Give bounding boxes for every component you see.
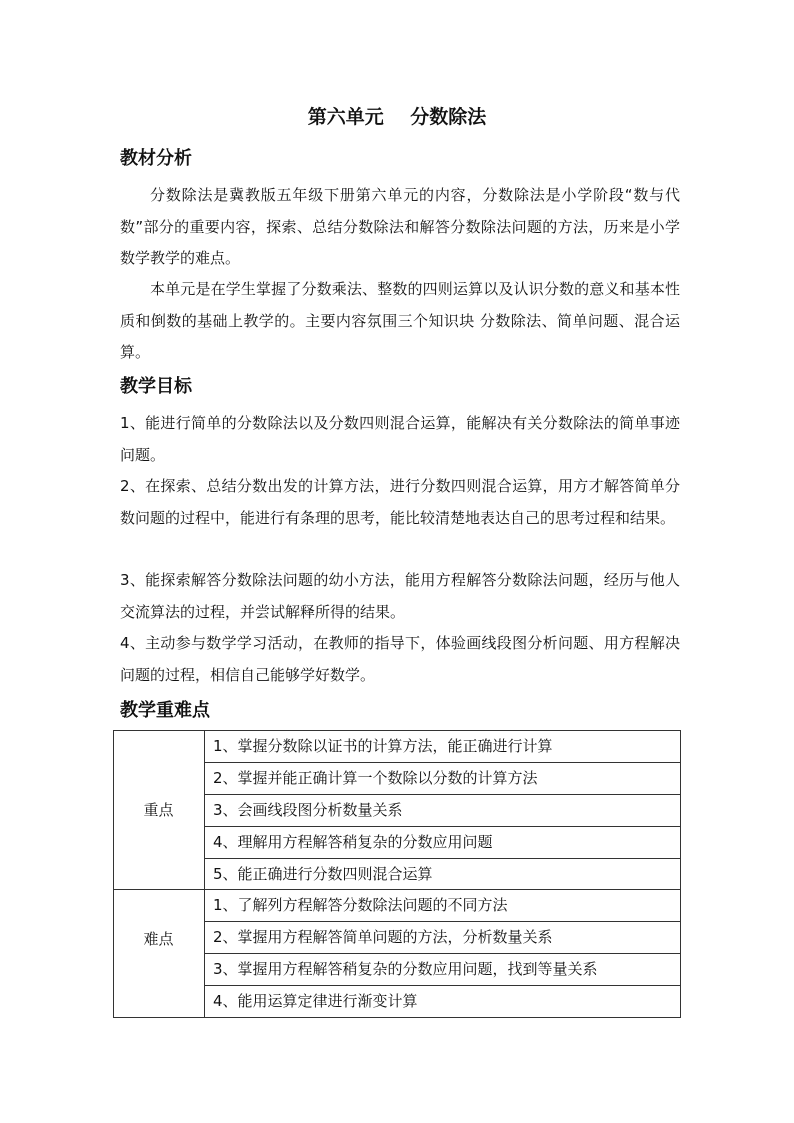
key-item-1: 1、掌握分数除以证书的计算方法，能正确进行计算 <box>213 737 553 755</box>
difficult-item-4: 4、能用运算定律进行渐变计算 <box>213 992 418 1010</box>
difficult-item-3: 3、掌握用方程解答稍复杂的分数应用问题，找到等量关系 <box>213 960 598 978</box>
analysis-paragraph-2: 本单元是在学生掌握了分数乘法、整数的四则运算以及认识分数的意义和基本性质和倒数的基础上教学的。主要内容氛围三个知识块 分数除法、简单问题、混合运算。 <box>120 280 680 361</box>
key-item-2: 2、掌握并能正确计算一个数除以分数的计算方法 <box>213 769 538 787</box>
difficult-item-1: 1、了解列方程解答分数除法问题的不同方法 <box>213 896 508 914</box>
difficult-item-2: 2、掌握用方程解答简单问题的方法，分析数量关系 <box>213 928 553 946</box>
key-item-4: 4、理解用方程解答稍复杂的分数应用问题 <box>213 833 493 851</box>
key-item-5: 5、能正确进行分数四则混合运算 <box>213 865 433 883</box>
key-item-3: 3、会画线段图分析数量关系 <box>213 801 403 819</box>
goal-item-1: 1、能进行简单的分数除法以及分数四则混合运算，能解决有关分数除法的简单事迹问题。 <box>120 414 680 464</box>
difficult-label: 难点 <box>143 930 174 948</box>
goal-item-4: 4、主动参与数学学习活动，在教师的指导下，体验画线段图分析问题、用方程解决问题的过程，相信自己能够学好数学。 <box>120 634 680 684</box>
analysis-paragraph-1: 分数除法是冀教版五年级下册第六单元的内容，分数除法是小学阶段“数与代数”部分的重要内容，探索、总结分数除法和解答分数除法问题的方法，历来是小学数学教学的难点。 <box>120 186 680 267</box>
heading-keypoints: 教学重难点 <box>120 700 210 721</box>
goal-item-3: 3、能探索解答分数除法问题的幼小方法，能用方程解答分数除法问题，经历与他人交流算法的过程，并尝试解释所得的结果。 <box>120 571 680 621</box>
heading-goals: 教学目标 <box>120 376 192 397</box>
key-label: 重点 <box>143 801 174 819</box>
heading-analysis: 教材分析 <box>120 148 192 169</box>
page-title: 第六单元 分数除法 <box>307 106 487 128</box>
goal-item-2: 2、在探索、总结分数出发的计算方法，进行分数四则混合运算，用方才解答简单分数问题的过程中，能进行有条理的思考，能比较清楚地表达自己的思考过程和结果。 <box>120 477 680 527</box>
